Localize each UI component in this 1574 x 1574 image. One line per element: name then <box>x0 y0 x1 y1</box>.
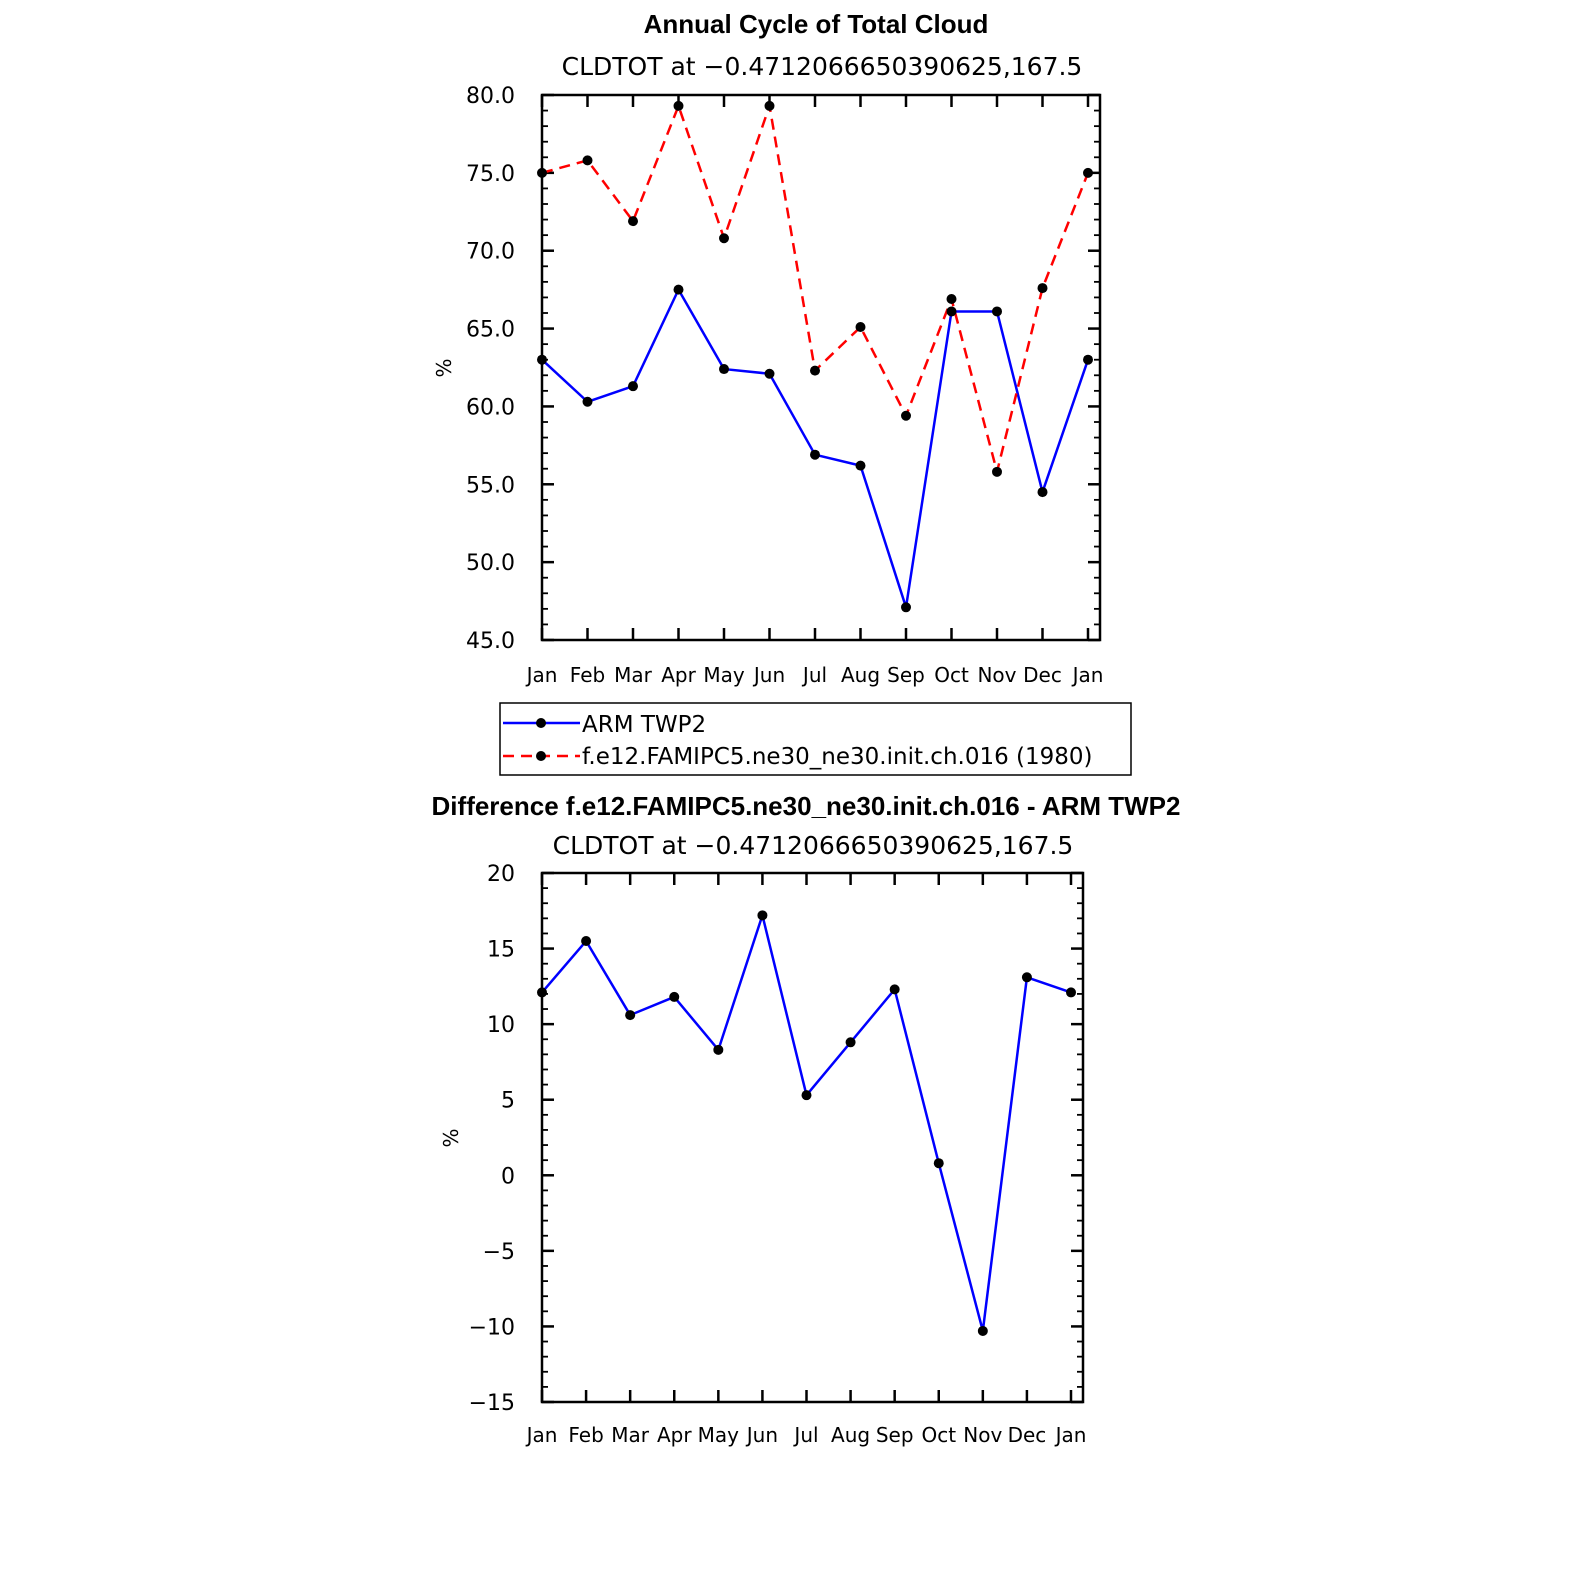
data-point <box>856 461 866 471</box>
plot-frame <box>542 873 1083 1402</box>
chart1-legend <box>500 703 1131 775</box>
chart2-series-group <box>537 910 1076 1336</box>
data-point <box>1038 487 1048 497</box>
data-point <box>947 306 957 316</box>
x-tick-label: May <box>697 1423 740 1447</box>
series-line-0 <box>542 915 1071 1331</box>
data-point <box>581 936 591 946</box>
data-point <box>992 306 1002 316</box>
y-tick-label: 75.0 <box>466 161 515 187</box>
x-tick-label: Jan <box>526 1423 558 1447</box>
chart2-title: Difference f.e12.FAMIPC5.ne30_ne30.init.ch.016 - ARM TWP2 <box>431 791 1181 821</box>
data-point <box>810 450 820 460</box>
data-point <box>628 381 638 391</box>
data-point <box>713 1045 723 1055</box>
y-tick-label: 50.0 <box>466 551 515 577</box>
data-point <box>674 285 684 295</box>
data-point <box>765 369 775 379</box>
data-point <box>583 155 593 165</box>
data-point <box>719 233 729 243</box>
x-tick-label: Apr <box>661 663 696 687</box>
x-tick-label: Sep <box>887 663 925 687</box>
data-point <box>992 467 1002 477</box>
data-point <box>901 602 911 612</box>
data-point <box>1022 972 1032 982</box>
data-point <box>934 1158 944 1168</box>
x-tick-label: Jun <box>753 663 786 687</box>
chart2-axes <box>469 862 1087 1447</box>
y-tick-label: 5 <box>501 1088 515 1114</box>
x-tick-label: Sep <box>875 1423 914 1447</box>
x-tick-label: Dec <box>1023 663 1062 687</box>
chart1-axes <box>466 84 1103 687</box>
data-point <box>810 366 820 376</box>
y-tick-label: −5 <box>482 1239 515 1265</box>
data-point <box>757 910 767 920</box>
data-point <box>625 1010 635 1020</box>
data-point <box>1083 168 1093 178</box>
chart2-subtitle: CLDTOT at −0.4712066650390625,167.5 <box>552 831 1074 860</box>
x-tick-label: Nov <box>963 1423 1003 1447</box>
data-point <box>901 411 911 421</box>
x-tick-label: Oct <box>921 1423 957 1447</box>
y-tick-label: 20 <box>487 862 515 887</box>
y-tick-label: 0 <box>501 1164 515 1190</box>
difference-chart <box>432 791 1181 1447</box>
x-tick-label: Apr <box>656 1423 692 1447</box>
data-point <box>674 101 684 111</box>
data-point <box>947 294 957 304</box>
data-point <box>846 1037 856 1047</box>
legend-label-model: f.e12.FAMIPC5.ne30_ne30.init.ch.016 (1980) <box>582 744 1093 770</box>
x-tick-label: Jul <box>794 1423 819 1447</box>
y-tick-label: 60.0 <box>466 395 515 421</box>
series-line-0 <box>542 290 1088 608</box>
x-tick-label: May <box>703 663 745 687</box>
y-tick-label: 80.0 <box>466 84 515 109</box>
data-point <box>628 216 638 226</box>
annual-cycle-chart <box>432 9 1131 775</box>
x-tick-label: Mar <box>614 663 652 687</box>
series-line-1 <box>542 106 1088 472</box>
y-tick-label: −15 <box>468 1391 515 1416</box>
data-point <box>765 101 775 111</box>
data-point <box>537 987 547 997</box>
x-tick-label: Feb <box>569 663 606 687</box>
plot-frame <box>542 95 1100 640</box>
y-tick-label: 10 <box>487 1013 515 1039</box>
data-point <box>890 984 900 994</box>
data-point <box>537 168 547 178</box>
legend-marker-arm <box>536 718 546 728</box>
x-tick-label: Jan <box>1055 1423 1087 1447</box>
data-point <box>537 355 547 365</box>
x-tick-label: Mar <box>611 1423 650 1447</box>
data-point <box>802 1090 812 1100</box>
y-tick-label: 15 <box>487 937 515 963</box>
data-point <box>719 364 729 374</box>
data-point <box>583 397 593 407</box>
x-tick-label: Oct <box>934 663 969 687</box>
x-tick-label: Jan <box>1072 663 1104 687</box>
chart2-y-axis-label: % <box>439 1128 463 1148</box>
data-point <box>1083 355 1093 365</box>
chart1-subtitle: CLDTOT at −0.4712066650390625,167.5 <box>561 52 1083 81</box>
y-tick-label: 65.0 <box>466 317 515 343</box>
data-point <box>669 992 679 1002</box>
x-tick-label: Jan <box>526 663 558 687</box>
chart1-y-axis-label: % <box>432 358 456 378</box>
x-tick-label: Jun <box>746 1423 779 1447</box>
legend-marker-model <box>536 751 546 761</box>
x-tick-label: Aug <box>840 663 881 687</box>
x-tick-label: Nov <box>977 663 1017 687</box>
data-point <box>978 1326 988 1336</box>
legend-label-arm: ARM TWP2 <box>582 712 707 738</box>
y-tick-label: 45.0 <box>466 629 515 654</box>
data-point <box>1066 987 1076 997</box>
y-tick-label: 55.0 <box>466 473 515 499</box>
chart1-title: Annual Cycle of Total Cloud <box>643 9 989 39</box>
x-tick-label: Dec <box>1007 1423 1047 1447</box>
y-tick-label: −10 <box>468 1315 515 1341</box>
x-tick-label: Feb <box>568 1423 604 1447</box>
data-point <box>1038 283 1048 293</box>
x-tick-label: Aug <box>831 1423 871 1447</box>
data-point <box>856 322 866 332</box>
chart1-series-group <box>537 101 1093 612</box>
x-tick-label: Jul <box>802 663 828 687</box>
y-tick-label: 70.0 <box>466 239 515 265</box>
